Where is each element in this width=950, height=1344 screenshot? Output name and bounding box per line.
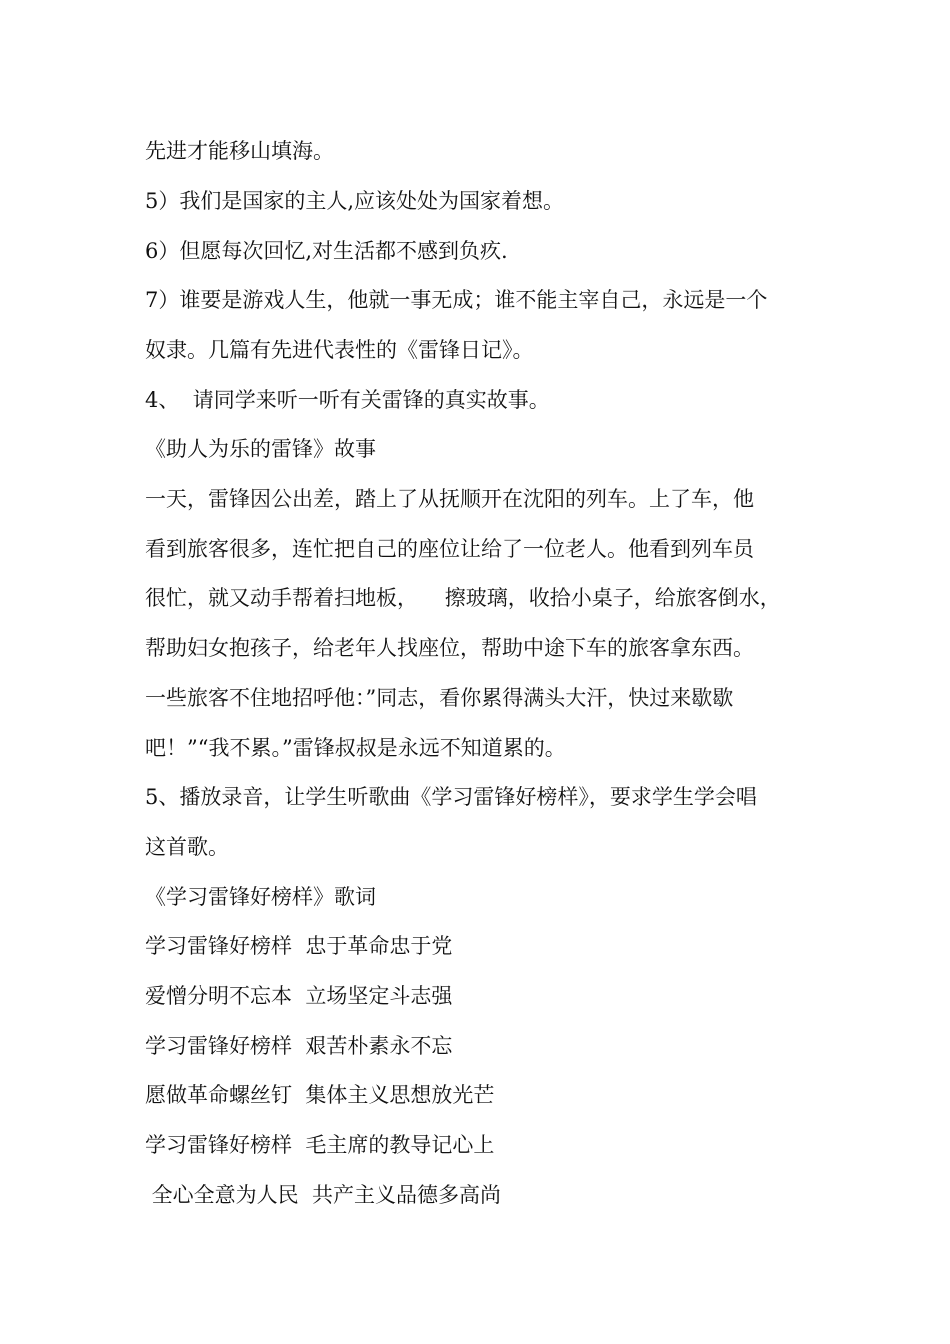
text-line: 7）谁要是游戏人生，他就一事无成；谁不能主宰自己，永远是一个 [145,288,768,312]
lyrics-line: 学习雷锋好榜样 毛主席的教导记心上 [145,1133,495,1157]
text-line: 很忙，就又动手帮着扫地板， 擦玻璃，收拾小桌子，给旅客倒水， [145,586,781,610]
text-line: 先进才能移山填海。 [145,139,334,163]
text-line: 这首歌。 [145,835,229,859]
text-line: 5、播放录音，让学生听歌曲《学习雷锋好榜样》，要求学生学会唱 [145,785,757,809]
lyrics-line: 全心全意为人民 共产主义品德多高尚 [145,1183,502,1207]
lyrics-title: 《学习雷锋好榜样》歌词 [145,885,376,909]
lyrics-line: 愿做革命螺丝钉 集体主义思想放光芒 [145,1083,495,1107]
story-title: 《助人为乐的雷锋》故事 [145,437,376,461]
text-line: 5）我们是国家的主人,应该处处为国家着想。 [145,189,565,213]
text-line: 吧！”“我不累。”雷锋叔叔是永远不知道累的。 [145,736,566,760]
text-line: 看到旅客很多，连忙把自己的座位让给了一位老人。他看到列车员 [145,537,754,561]
text-line: 奴隶。几篇有先进代表性的《雷锋日记》。 [145,338,534,362]
text-line: 一天，雷锋因公出差，踏上了从抚顺开在沈阳的列车。上了车，他 [145,487,754,511]
text-line: 4、 请同学来听一听有关雷锋的真实故事。 [145,388,550,412]
text-line: 帮助妇女抱孩子，给老年人找座位，帮助中途下车的旅客拿东西。 [145,636,754,660]
text-line: 一些旅客不住地招呼他：”同志，看你累得满头大汗，快过来歇歇 [145,686,734,710]
lyrics-line: 学习雷锋好榜样 忠于革命忠于党 [145,934,453,958]
text-line: 6）但愿每次回忆,对生活都不感到负疚. [145,239,508,263]
lyrics-line: 爱憎分明不忘本 立场坚定斗志强 [145,984,453,1008]
lyrics-line: 学习雷锋好榜样 艰苦朴素永不忘 [145,1034,453,1058]
